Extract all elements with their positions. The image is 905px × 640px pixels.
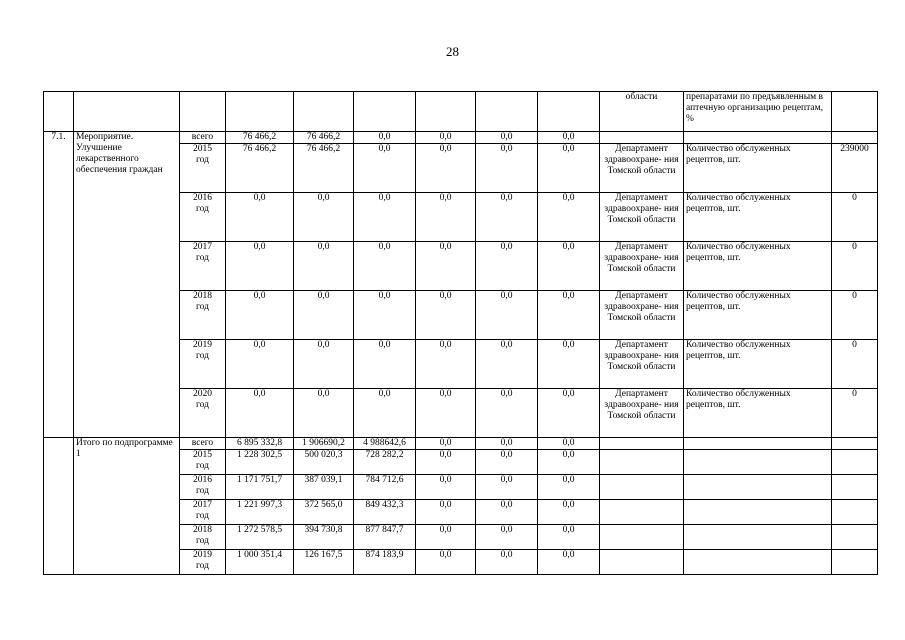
regional-cell: 849 432,3 [354, 500, 416, 525]
extra-cell: 0,0 [476, 525, 538, 550]
indicator-value-cell [832, 475, 878, 500]
regional-cell: 4 988642,6 [354, 438, 416, 450]
total-cell: 0,0 [226, 193, 294, 242]
total-cell: 0,0 [226, 242, 294, 291]
indicator-cell: Количество обслуженных рецептов, шт. [684, 193, 832, 242]
year-label: 2019 [193, 340, 212, 350]
executor-cell: области [600, 92, 684, 132]
year-cell [180, 340, 226, 389]
indicator-cell: Количество обслуженных рецептов, шт. [684, 242, 832, 291]
year-cell [180, 242, 226, 291]
year-suffix: год [196, 561, 209, 571]
subtotal-number [44, 438, 74, 575]
year-cell [180, 438, 226, 450]
local-cell: 0,0 [416, 132, 476, 144]
federal-cell: 0,0 [294, 291, 354, 340]
executor-cell: Департамент здравоохране- ния Томской области [600, 291, 684, 340]
executor-cell [600, 450, 684, 475]
indicator-value-cell [832, 525, 878, 550]
indicator-cell: Количество обслуженных рецептов, шт. [684, 340, 832, 389]
extra-cell: 0,0 [476, 475, 538, 500]
executor-cell: Департамент здравоохране- ния Томской области [600, 389, 684, 438]
year-cell [180, 389, 226, 438]
indicator-value-cell: 0 [832, 389, 878, 438]
indicator-cell: Количество обслуженных рецептов, шт. [684, 144, 832, 193]
page-number: 28 [446, 44, 459, 59]
indicator-cell: Количество обслуженных рецептов, шт. [684, 291, 832, 340]
federal-cell: 76 466,2 [294, 132, 354, 144]
local-cell: 0,0 [416, 550, 476, 575]
year-cell [180, 291, 226, 340]
federal-cell: 0,0 [294, 389, 354, 438]
year-suffix: год [196, 511, 209, 521]
local-cell: 0,0 [416, 291, 476, 340]
local-cell: 0,0 [416, 500, 476, 525]
total-cell: 76 466,2 [226, 144, 294, 193]
local-cell: 0,0 [416, 242, 476, 291]
year-cell [180, 475, 226, 500]
local-cell: 0,0 [416, 438, 476, 450]
total-cell: 1 000 351,4 [226, 550, 294, 575]
total-cell: 76 466,2 [226, 132, 294, 144]
year-suffix: год [196, 204, 209, 214]
other-cell: 0,0 [538, 193, 600, 242]
year-label: 2016 [193, 193, 212, 203]
total-cell: 0,0 [226, 291, 294, 340]
year-label: 2018 [193, 525, 212, 535]
indicator-cell: Количество обслуженных рецептов, шт. [684, 389, 832, 438]
federal-cell: 387 039,1 [294, 475, 354, 500]
year-label: 2017 [193, 242, 212, 252]
year-cell [180, 500, 226, 525]
year-suffix: год [196, 536, 209, 546]
year-suffix: год [196, 400, 209, 410]
regional-cell: 0,0 [354, 242, 416, 291]
local-cell: 0,0 [416, 389, 476, 438]
local-cell: 0,0 [416, 193, 476, 242]
year-cell [180, 144, 226, 193]
executor-cell [600, 475, 684, 500]
budget-table [43, 91, 878, 575]
local-cell: 0,0 [416, 525, 476, 550]
executor-cell: Департамент здравоохране- ния Томской области [600, 242, 684, 291]
indicator-value-cell [832, 132, 878, 144]
local-cell: 0,0 [416, 340, 476, 389]
year-suffix: год [196, 461, 209, 471]
year-label: 2016 [193, 475, 212, 485]
other-cell: 0,0 [538, 144, 600, 193]
indicator-cell [684, 450, 832, 475]
indicator-cell [684, 475, 832, 500]
extra-cell: 0,0 [476, 438, 538, 450]
extra-cell: 0,0 [476, 132, 538, 144]
indicator-cell [684, 525, 832, 550]
other-cell: 0,0 [538, 132, 600, 144]
year-suffix: год [196, 302, 209, 312]
indicator-value-cell [832, 550, 878, 575]
total-cell: 1 272 578,5 [226, 525, 294, 550]
total-cell: 1 228 302,5 [226, 450, 294, 475]
federal-cell: 394 730,8 [294, 525, 354, 550]
indicator-value-cell [832, 438, 878, 450]
year-label: 2018 [193, 291, 212, 301]
regional-cell: 0,0 [354, 144, 416, 193]
executor-cell [600, 438, 684, 450]
executor-cell [600, 550, 684, 575]
table-row [44, 132, 878, 144]
indicator-value-cell: 239000 [832, 144, 878, 193]
other-cell: 0,0 [538, 525, 600, 550]
year-suffix: год [196, 253, 209, 263]
measure-number: 7.1. [44, 132, 74, 438]
indicator-cell [684, 500, 832, 525]
regional-cell: 784 712,6 [354, 475, 416, 500]
local-cell: 0,0 [416, 475, 476, 500]
regional-cell: 0,0 [354, 389, 416, 438]
indicator-value-cell: 0 [832, 242, 878, 291]
year-cell [180, 450, 226, 475]
executor-cell: Департамент здравоохране- ния Томской области [600, 193, 684, 242]
other-cell: 0,0 [538, 340, 600, 389]
other-cell: 0,0 [538, 291, 600, 340]
year-label: 2019 [193, 550, 212, 560]
total-cell: 0,0 [226, 389, 294, 438]
year-label: 2017 [193, 500, 212, 510]
federal-cell: 1 906690,2 [294, 438, 354, 450]
extra-cell: 0,0 [476, 500, 538, 525]
federal-cell: 372 565,0 [294, 500, 354, 525]
year-suffix: год [196, 155, 209, 165]
year-suffix: год [196, 351, 209, 361]
regional-cell: 877 847,7 [354, 525, 416, 550]
total-cell: 1 171 751,7 [226, 475, 294, 500]
indicator-value-cell: 0 [832, 193, 878, 242]
year-label: всего [191, 438, 214, 448]
year-label: 2015 [193, 450, 212, 460]
extra-cell: 0,0 [476, 242, 538, 291]
other-cell: 0,0 [538, 389, 600, 438]
federal-cell: 0,0 [294, 193, 354, 242]
other-cell: 0,0 [538, 242, 600, 291]
measure-name: Мероприятие. Улучшение лекарственного обеспечения граждан [74, 132, 180, 438]
executor-cell: Департамент здравоохране- ния Томской области [600, 340, 684, 389]
year-cell [180, 193, 226, 242]
total-cell: 6 895 332,8 [226, 438, 294, 450]
indicator-value-cell [832, 450, 878, 475]
regional-cell: 874 183,9 [354, 550, 416, 575]
subtotal-name: Итого по подпрограмме 1 [74, 438, 180, 575]
executor-cell [600, 525, 684, 550]
other-cell: 0,0 [538, 500, 600, 525]
federal-cell: 500 020,3 [294, 450, 354, 475]
extra-cell: 0,0 [476, 193, 538, 242]
indicator-cell [684, 132, 832, 144]
executor-cell [600, 500, 684, 525]
extra-cell: 0,0 [476, 291, 538, 340]
executor-cell [600, 132, 684, 144]
year-label: всего [191, 132, 214, 142]
year-cell [180, 525, 226, 550]
regional-cell: 0,0 [354, 193, 416, 242]
local-cell: 0,0 [416, 450, 476, 475]
year-cell [180, 132, 226, 144]
extra-cell: 0,0 [476, 340, 538, 389]
other-cell: 0,0 [538, 438, 600, 450]
extra-cell: 0,0 [476, 550, 538, 575]
regional-cell: 0,0 [354, 132, 416, 144]
indicator-value-cell: 0 [832, 340, 878, 389]
indicator-value-cell [832, 500, 878, 525]
table-row [44, 92, 878, 132]
indicator-cell [684, 438, 832, 450]
indicator-value-cell: 0 [832, 291, 878, 340]
year-suffix: год [196, 486, 209, 496]
federal-cell: 0,0 [294, 340, 354, 389]
total-cell: 0,0 [226, 340, 294, 389]
indicator-cell [684, 550, 832, 575]
other-cell: 0,0 [538, 475, 600, 500]
other-cell: 0,0 [538, 550, 600, 575]
federal-cell: 0,0 [294, 242, 354, 291]
year-label: 2020 [193, 389, 212, 399]
extra-cell: 0,0 [476, 144, 538, 193]
extra-cell: 0,0 [476, 389, 538, 438]
regional-cell: 0,0 [354, 340, 416, 389]
other-cell: 0,0 [538, 450, 600, 475]
total-cell: 1 221 997,3 [226, 500, 294, 525]
extra-cell: 0,0 [476, 450, 538, 475]
year-cell [180, 550, 226, 575]
regional-cell: 0,0 [354, 291, 416, 340]
federal-cell: 126 167,5 [294, 550, 354, 575]
federal-cell: 76 466,2 [294, 144, 354, 193]
indicator-cell: препаратами по предъявленным в аптечную организацию рецептам, % [684, 92, 832, 132]
executor-cell: Департамент здравоохране- ния Томской области [600, 144, 684, 193]
year-label: 2015 [193, 144, 212, 154]
regional-cell: 728 282,2 [354, 450, 416, 475]
local-cell: 0,0 [416, 144, 476, 193]
table-row [44, 438, 878, 450]
